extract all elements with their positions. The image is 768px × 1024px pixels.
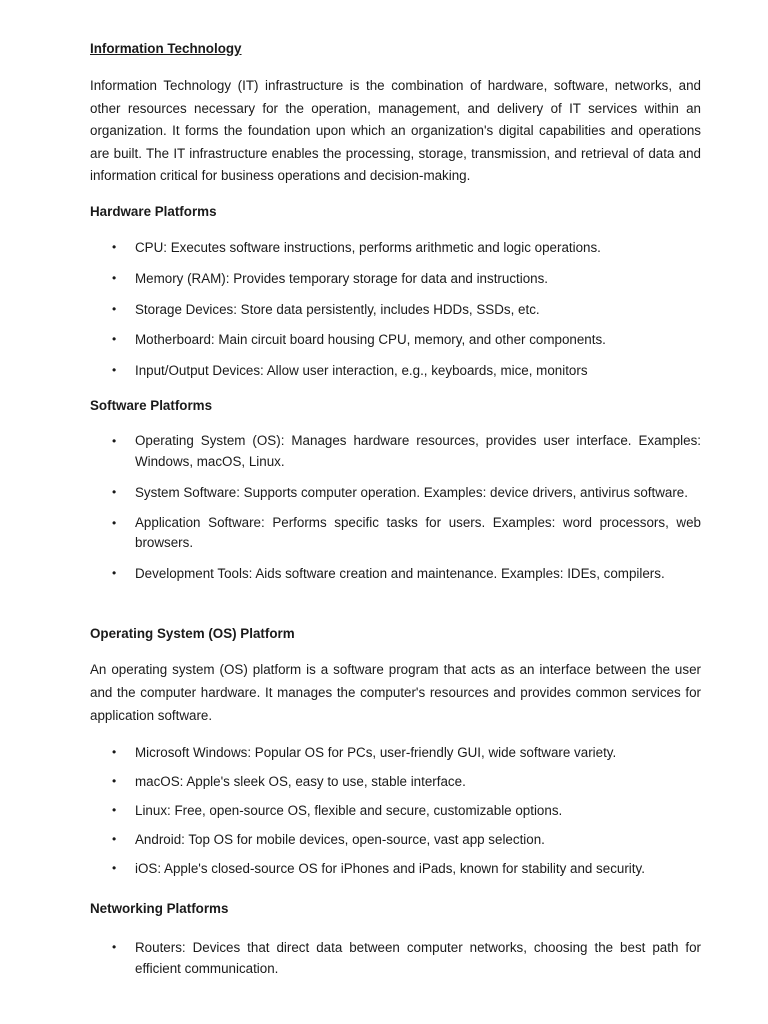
bullet-icon: • — [112, 484, 117, 499]
bullet-icon: • — [112, 363, 117, 378]
list-item-text: Android: Top OS for mobile devices, open-source, vast app selection. — [135, 832, 545, 847]
list-item — [90, 268, 701, 289]
os-list — [90, 742, 701, 887]
bullet-icon: • — [112, 566, 117, 581]
list-item-text: macOS: Apple's sleek OS, easy to use, stable interface. — [135, 774, 466, 789]
list-item-text: System Software: Supports computer operation. Examples: device drivers, antivirus software. — [135, 484, 688, 500]
bullet-icon: • — [112, 940, 117, 954]
list-item — [90, 299, 701, 320]
list-item-text: Linux: Free, open-source OS, flexible and secure, customizable options. — [135, 803, 563, 818]
document-title: Information Technology — [90, 41, 242, 56]
list-item-text: Routers: Devices that direct data between computer networks, choosing the best path for efficient communication. — [135, 940, 701, 976]
bullet-icon: • — [112, 515, 117, 530]
list-item — [90, 858, 701, 879]
list-item — [90, 937, 701, 979]
list-item — [90, 800, 701, 821]
bullet-icon: • — [112, 803, 117, 817]
list-item-text: Memory (RAM): Provides temporary storage for data and instructions. — [135, 270, 549, 286]
list-item — [90, 563, 701, 584]
list-item — [90, 431, 701, 472]
list-item — [90, 482, 701, 503]
bullet-icon: • — [112, 774, 117, 788]
list-item — [90, 329, 701, 350]
list-item-text: Development Tools: Aids software creation and maintenance. Examples: IDEs, compilers. — [135, 566, 665, 582]
bullet-icon: • — [112, 745, 117, 759]
bullet-icon: • — [112, 270, 117, 285]
list-item — [90, 513, 701, 554]
bullet-icon: • — [112, 301, 117, 316]
networking-list — [90, 937, 701, 979]
bullet-icon: • — [112, 332, 117, 347]
intro-paragraph: Information Technology (IT) infrastructure is the combination of hardware, software, networks, and other resources necessary for the operation, management, and delivery of IT services within an organization. It forms the foundation upon which an organization's digital capabilities and operations are built. The IT infrastructure enables the processing, storage, transmission, and retrieval of data and information critical for business operations and decision-making. — [90, 78, 701, 184]
list-item-text: Operating System (OS): Manages hardware resources, provides user interface. Examples: Windows, macOS, Linux. — [135, 433, 701, 469]
software-heading: Software Platforms — [90, 398, 213, 413]
list-item-text: Storage Devices: Store data persistently, includes HDDs, SSDs, etc. — [135, 301, 540, 317]
hardware-heading: Hardware Platforms — [90, 204, 217, 219]
list-item-text: Microsoft Windows: Popular OS for PCs, user-friendly GUI, wide software variety. — [135, 745, 617, 760]
software-list — [90, 431, 701, 594]
bullet-icon: • — [112, 240, 117, 254]
bullet-icon: • — [112, 861, 117, 875]
os-platform-paragraph: An operating system (OS) platform is a software program that acts as an interface between the user and the computer hardware. It manages the computer's resources and provides common services for application software. — [90, 662, 701, 723]
list-item-text: CPU: Executes software instructions, performs arithmetic and logic operations. — [135, 240, 601, 255]
hardware-list — [90, 237, 701, 391]
list-item — [90, 237, 701, 258]
list-item-text: Application Software: Performs specific tasks for users. Examples: word processors, web browsers. — [135, 514, 701, 551]
bullet-icon: • — [112, 434, 117, 448]
list-item — [90, 742, 701, 763]
list-item-text: Motherboard: Main circuit board housing CPU, memory, and other components. — [135, 332, 606, 348]
list-item — [90, 360, 701, 381]
list-item-text: Input/Output Devices: Allow user interaction, e.g., keyboards, mice, monitors — [135, 363, 588, 379]
os-platform-heading: Operating System (OS) Platform — [90, 626, 295, 641]
list-item — [90, 771, 701, 792]
list-item — [90, 829, 701, 850]
list-item-text: iOS: Apple's closed-source OS for iPhones and iPads, known for stability and security. — [135, 861, 645, 876]
networking-heading: Networking Platforms — [90, 901, 229, 916]
bullet-icon: • — [112, 832, 117, 846]
